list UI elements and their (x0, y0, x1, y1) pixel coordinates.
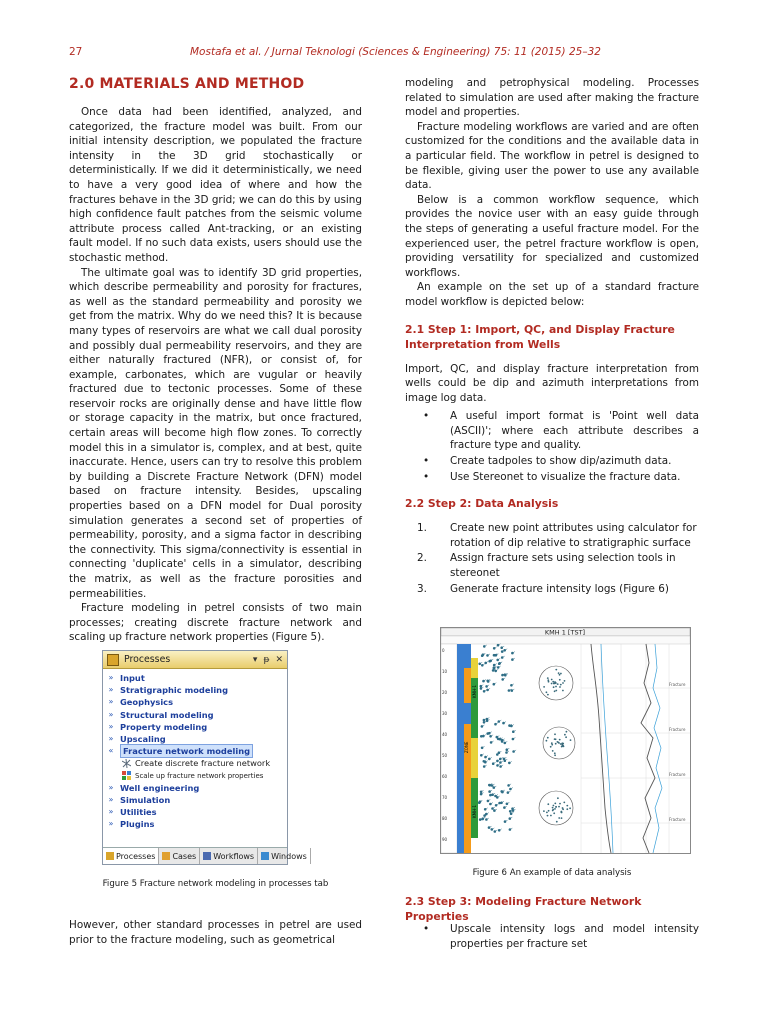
tadpole-track (478, 644, 516, 833)
process-label: Upscaling (120, 733, 166, 744)
depth-tick-label: 70 (442, 795, 448, 800)
tadpole-point (512, 730, 515, 733)
stereonet-point (553, 812, 555, 814)
pin-icon[interactable]: ᵽ (263, 654, 270, 665)
tadpole-point (501, 740, 504, 743)
stereonet-point (554, 754, 556, 756)
tadpole-point (497, 644, 500, 647)
zone-bar-orange (464, 668, 471, 703)
figure5-caption: Figure 5 Fracture network modeling in processes tab (102, 879, 329, 889)
processes-list (103, 669, 287, 830)
tadpole-point (486, 689, 489, 692)
process-label: Utilities (120, 807, 157, 818)
tadpole-point (494, 830, 497, 833)
intensity-curve-blue (601, 644, 613, 853)
scale-up-grid-icon (122, 771, 131, 780)
page-number: 27 (69, 46, 83, 58)
tadpole-point (491, 828, 494, 831)
stereonet-point (554, 690, 556, 692)
stereonet-point (554, 808, 556, 810)
paragraph: Once data had been identified, analyzed, and categorized, the fracture model was built. From our initial intensity description, we populated the fracture intensity in the 3D grid stochastically or deterministically. If we did it deterministically, we need to have a very good idea of where and how the fractures behave in the 3D grid; we can do this by using high confidence fault patches from the seismic volume attribute process called Ant-tracking, or an existing fault model. If no such data exists, users should use the stochastic method. (69, 106, 362, 264)
zone-bar-orange-2 (464, 724, 471, 784)
tab-label: Processes (116, 851, 156, 861)
stereonet-point (546, 691, 548, 693)
depth-tick-label: 50 (442, 753, 448, 758)
tab-windows[interactable] (258, 848, 311, 864)
right-column (405, 76, 699, 602)
stereonet-point (564, 734, 566, 736)
expand-icon: » (108, 819, 114, 829)
list-item (405, 551, 699, 580)
tadpole-point (494, 723, 497, 726)
stereonet-point (550, 746, 552, 748)
stereonet-point (558, 817, 560, 819)
tadpole-point (508, 762, 511, 765)
list-item-text: Upscale intensity logs and model intensity properties per fracture set (450, 923, 699, 950)
stereonet-point (564, 680, 566, 682)
windows-tab-icon (261, 852, 269, 860)
dropdown-icon[interactable]: ▾ (252, 654, 258, 665)
stereonet-point (557, 741, 559, 743)
process-subitem-create-dfn[interactable] (106, 757, 287, 769)
tadpole-point (495, 804, 498, 807)
tadpole-point (484, 662, 487, 665)
list-item (405, 454, 699, 469)
depth-tick-label: 10 (442, 669, 448, 674)
stereonet-point (566, 805, 568, 807)
stereonet-point (555, 806, 557, 808)
tadpole-point (511, 807, 514, 810)
tadpole-point (483, 645, 486, 648)
processes-icon (107, 654, 119, 666)
list-item-text: A useful import format is 'Point well data (ASCII)'; where each attribute describes a fracture type and quality. (450, 410, 699, 452)
process-item-property-modeling[interactable] (106, 721, 287, 733)
tadpole-point (486, 654, 489, 657)
stereonet-point (559, 686, 561, 688)
step1-bullet-list (405, 409, 699, 484)
paragraph: The ultimate goal was to identify 3D grid properties, which describe permeability and porosity for fractures, as well as the standard permeability and porosity we get from the matrix. Why do we need this? It is because many types of reservoirs are what we call dual porosity and possibly dual permeability reservoirs, and they are either naturally fractured (NFR), or consist of, for example, carbonates, which are vugular or heavily fractured due to tectonic processes. Some of these reservoir rocks are originally dense and have little flow or storage capacity in the matrix, but once fractured, certain areas will become high flow zones. To correctly model this in a simulator is, complex, and at best, quite inaccurate. Hence, users can try to resolve this problem by building a Discrete Fracture Network (DFN) model based on fracture intensity. Besides, upscaling properties based on a DFN model for Dual porosity simulation generates a second set of properties of permeability, porosity, and a sigma factor in describing the connectivity. This sigma/connectivity is essential in connecting 'duplicate' cells in a simulator, describing the matrix, as well as the fracture porosities and permeabilities. (69, 266, 362, 600)
zone-label: KMH-1 (472, 684, 477, 698)
tadpole-point (511, 689, 514, 692)
tadpole-point (506, 748, 509, 751)
stereonet-point (548, 681, 550, 683)
zone-bar-blue (457, 644, 464, 853)
collapse-icon: « (108, 746, 114, 756)
tadpole-point (480, 793, 483, 796)
paragraph: Fracture modeling workflows are varied and are often customized for the conditions and the available data in a particular field. The workflow in petrel is designed to be flexible, giving user the power to use any available data. (405, 120, 699, 192)
zone-bar-yellow-2 (471, 738, 478, 778)
stereonet-point (552, 810, 554, 812)
stereonet-point (546, 812, 548, 814)
expand-icon: » (108, 782, 114, 792)
stereonet-point (570, 739, 572, 741)
fracture-label: Fracture (669, 727, 686, 732)
processes-panel (102, 650, 307, 865)
stereonet-point (551, 679, 553, 681)
stereonet-point (546, 740, 548, 742)
processes-title: Processes (124, 654, 171, 665)
stereonet-point (547, 815, 549, 817)
paragraph: An example on the set up of a standard fracture model workflow is depicted below: (405, 281, 699, 308)
stereonet-point (552, 807, 554, 809)
depth-tick-label: 0 (442, 648, 445, 653)
stereonet-point (555, 743, 557, 745)
tadpole-point (481, 664, 484, 667)
stereonet-point (561, 817, 563, 819)
stereonet-point (554, 738, 556, 740)
paragraph: Below is a common workflow sequence, which provides the novice user with an easy guide through the steps of generating a useful fracture model. For the experienced user, the petrel fracture workflow is open, providing versatility for specialized and customized workflows. (405, 193, 699, 279)
list-item-text: Generate fracture intensity logs (Figure 6) (450, 582, 669, 595)
list-item (405, 922, 699, 951)
stereonet-point (559, 674, 561, 676)
tab-processes[interactable] (103, 848, 159, 864)
process-label-selected: Fracture network modeling (120, 744, 253, 758)
well-log-svg (441, 628, 690, 853)
expand-icon: » (108, 673, 114, 682)
expand-icon: » (108, 794, 114, 804)
stereonet-point (552, 681, 554, 683)
tab-workflows[interactable] (200, 848, 258, 864)
bullet: • (423, 410, 430, 423)
well-title: KMH 1 [TST] (544, 628, 586, 637)
step1-heading: 2.1 Step 1: Import, QC, and Display Fracture Interpretation from Wells (405, 322, 675, 351)
zone-bar-orange-3 (464, 784, 471, 853)
zone-label: KMH-1 (472, 804, 477, 818)
stereonet-point (559, 739, 561, 741)
tadpole-point (480, 754, 483, 757)
cases-tab-icon (162, 852, 170, 860)
stereonet-point (561, 811, 563, 813)
tadpole-point (496, 796, 499, 799)
expand-icon: » (108, 709, 114, 719)
process-sublabel: Create discrete fracture network (135, 758, 271, 769)
depth-tick-label: 90 (442, 837, 448, 842)
list-number: 2. (417, 552, 427, 565)
process-item-geophysics[interactable] (106, 696, 287, 708)
expand-icon: » (108, 807, 114, 817)
tab-label: Workflows (213, 851, 255, 861)
tadpole-point (501, 678, 504, 681)
tadpole-point (499, 765, 502, 768)
close-icon[interactable]: ✕ (275, 654, 283, 665)
process-label: Structural modeling (120, 709, 214, 720)
stereonet-3 (539, 791, 573, 825)
stereonet-point (551, 683, 553, 685)
process-label: Input (120, 673, 145, 683)
stereonet-point (563, 746, 565, 748)
stereonet-point (566, 808, 568, 810)
stereonet-point (562, 690, 564, 692)
stereonet-point (551, 744, 553, 746)
processes-title-bar (103, 651, 287, 669)
stereonet-point (569, 807, 571, 809)
tadpole-point (480, 685, 483, 688)
bullet: • (423, 923, 430, 935)
expand-icon: » (108, 697, 114, 707)
step3-bullet-list (405, 922, 699, 952)
paragraph: Import, QC, and display fracture interpretation from wells could be dip and azimuth interpretations from image log data. (405, 362, 699, 404)
tadpole-point (478, 801, 481, 804)
tadpole-point (481, 747, 484, 750)
list-number: 3. (417, 582, 427, 595)
section-title: 2.0 MATERIALS AND METHOD (69, 76, 305, 92)
tadpole-point (498, 802, 501, 805)
running-header-citation: Mostafa et al. / Jurnal Teknologi (Sciences & Engineering) 75: 11 (2015) 25–32 (190, 46, 601, 58)
tadpole-point (480, 791, 483, 794)
list-item-text: Create tadpoles to show dip/azimuth data. (450, 455, 672, 468)
process-subitem-scale-up[interactable] (106, 770, 287, 782)
tadpole-point (497, 666, 500, 669)
stereonet-point (557, 683, 559, 685)
depth-tick-label: 20 (442, 690, 448, 695)
tadpole-point (496, 764, 499, 767)
tadpole-point (483, 690, 486, 693)
bullet: • (423, 470, 430, 483)
process-label: Stratigraphic modeling (120, 685, 229, 696)
stereonet-point (547, 694, 549, 696)
process-item-fracture-network-modeling[interactable] (106, 745, 287, 757)
tadpole-point (504, 742, 507, 745)
stereonet-point (543, 810, 545, 812)
stereonet-point (554, 752, 556, 754)
tadpole-point (493, 667, 496, 670)
tadpole-point (489, 735, 492, 738)
process-sublabel: Scale up fracture network properties (135, 771, 264, 780)
log-curve-blue (653, 644, 662, 853)
stereonet-point (558, 672, 560, 674)
list-item-text: Use Stereonet to visualize the fracture data. (450, 470, 681, 483)
tadpole-point (498, 720, 501, 723)
step2-numbered-list (405, 521, 699, 596)
list-item (405, 582, 699, 597)
tadpole-point (499, 738, 502, 741)
process-label: Plugins (120, 819, 155, 830)
stereonet-point (554, 681, 556, 683)
processes-tab-bar (103, 847, 307, 864)
stereonet-point (565, 736, 567, 738)
list-item (405, 521, 699, 550)
stereonet-point (548, 810, 550, 812)
tadpole-point (499, 758, 502, 761)
tadpole-point (512, 750, 515, 753)
stereonet-point (553, 686, 555, 688)
stereonet-point (547, 803, 549, 805)
expand-icon: » (108, 685, 114, 695)
stereonet-point (554, 733, 556, 735)
processes-tab-icon (106, 852, 114, 860)
paragraph: Fracture modeling in petrel consists of two main processes; creating discrete fracture network and scaling up fracture network properties (Figure 5). (69, 602, 362, 644)
process-item-stratigraphic-modeling[interactable] (106, 684, 287, 696)
depth-tick-label: 80 (442, 816, 448, 821)
tadpole-point (484, 761, 487, 764)
stereonet-point (563, 802, 565, 804)
stereonet-point (560, 684, 562, 686)
tadpole-point (510, 812, 513, 815)
process-item-plugins[interactable] (106, 818, 287, 830)
stereonet-point (550, 815, 552, 817)
well-track-header (441, 636, 690, 644)
stereonet-point (555, 690, 557, 692)
figure6-caption: Figure 6 An example of data analysis (472, 868, 632, 878)
stereonet-point (547, 677, 549, 679)
stereonet-point (558, 806, 560, 808)
stereonet-point (562, 682, 564, 684)
list-item (405, 409, 699, 453)
list-number: 1. (417, 522, 427, 535)
bullet: • (423, 455, 430, 468)
process-label: Property modeling (120, 721, 208, 732)
tadpole-point (493, 683, 496, 686)
tab-label: Windows (271, 851, 307, 861)
stereonet-point (560, 743, 562, 745)
stereonet-point (554, 803, 556, 805)
tadpole-point (496, 659, 499, 662)
tadpole-point (492, 669, 495, 672)
stereonet-point (553, 805, 555, 807)
stereonet-point (557, 797, 559, 799)
paragraph: However, other standard processes in petrel are used prior to the fracture modeling, such as geometrical (69, 919, 362, 946)
process-item-input[interactable] (106, 672, 287, 684)
process-item-well-engineering[interactable] (106, 782, 287, 794)
fracture-label: Fracture (669, 682, 686, 687)
log-curve-gray (641, 644, 655, 853)
list-item-text: Assign fracture sets using selection tools in stereonet (450, 552, 676, 580)
process-label: Well engineering (120, 782, 200, 793)
stereonet-point (552, 750, 554, 752)
tab-label: Cases (172, 851, 197, 861)
left-column (69, 76, 362, 645)
tadpole-point (488, 790, 491, 793)
stereonet-point (560, 673, 562, 675)
paragraph: modeling and petrophysical modeling. Processes related to simulation are used after making the fracture model and properties. (405, 77, 699, 119)
tadpole-point (488, 758, 491, 761)
stereonet-point (559, 679, 561, 681)
process-item-utilities[interactable] (106, 806, 287, 818)
workflows-tab-icon (203, 852, 211, 860)
depth-tick-label: 30 (442, 711, 448, 716)
process-item-simulation[interactable] (106, 794, 287, 806)
list-item (405, 470, 699, 485)
step3-heading: 2.3 Step 3: Modeling Fracture Network Properties (405, 895, 642, 923)
list-item-text: Create new point attributes using calculator for rotation of dip relative to stratigraphic surface (450, 522, 697, 549)
depth-tick-label: 40 (442, 732, 448, 737)
process-label: Geophysics (120, 697, 174, 708)
stereonet-point (556, 821, 558, 823)
fracture-label: Fracture (669, 772, 686, 777)
process-item-structural-modeling[interactable] (106, 709, 287, 721)
stereonet-point (559, 803, 561, 805)
expand-icon: » (108, 733, 114, 743)
fracture-network-icon (122, 759, 131, 768)
depth-track (441, 644, 457, 853)
zone-bar-yellow (471, 658, 478, 678)
tadpole-point (482, 817, 485, 820)
stereonet-point (543, 686, 545, 688)
process-label: Simulation (120, 794, 171, 805)
stereonet-point (555, 686, 557, 688)
tadpole-point (485, 685, 488, 688)
stereonet-point (566, 731, 568, 733)
tadpole-point (490, 741, 493, 744)
well-log-figure (440, 627, 691, 854)
fracture-label: Fracture (669, 817, 686, 822)
step2-heading: 2.2 Step 2: Data Analysis (405, 497, 559, 511)
zone-label: ZONE (464, 741, 469, 753)
stereonet-point (547, 737, 549, 739)
expand-icon: » (108, 721, 114, 731)
tadpole-point (507, 784, 510, 787)
tab-cases[interactable] (159, 848, 200, 864)
depth-tick-label: 60 (442, 774, 448, 779)
stereonet-point (555, 669, 557, 671)
stereonet-point (562, 808, 564, 810)
tadpole-point (494, 670, 497, 673)
